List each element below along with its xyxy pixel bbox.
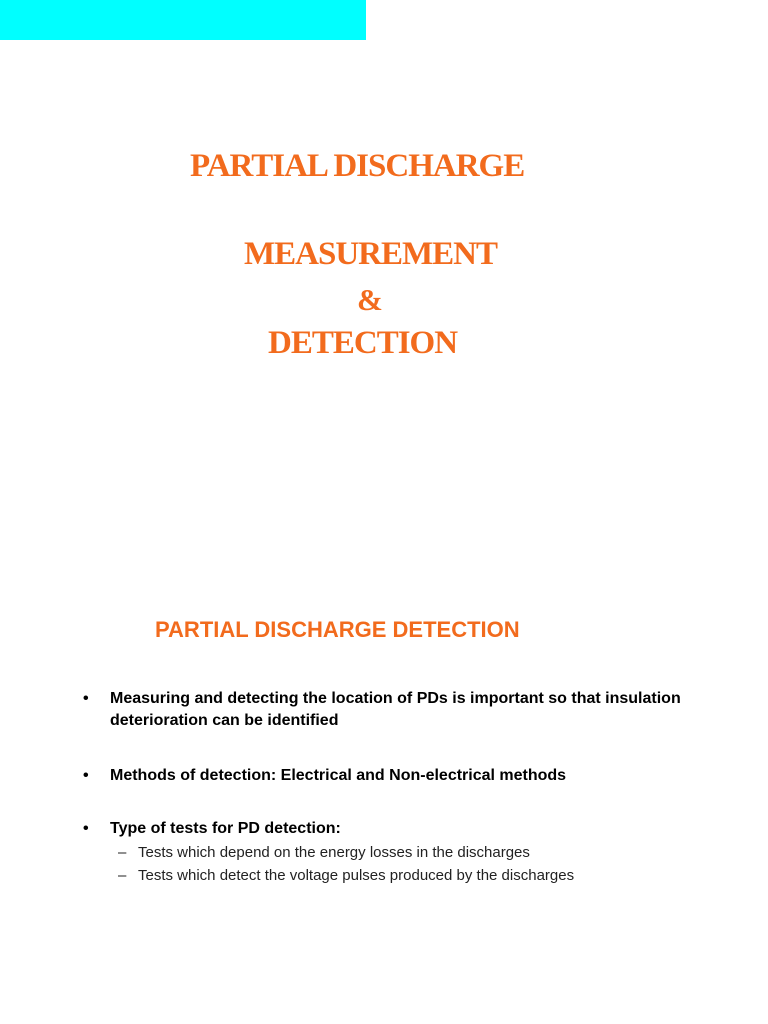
slide-title-line-2: MEASUREMENT <box>244 236 498 272</box>
title-highlight <box>0 0 366 40</box>
sub-bullet-text: Tests which detect the voltage pulses produced by the discharges <box>138 867 575 884</box>
bullet-item <box>83 765 683 787</box>
bullet-text: Measuring and detecting the location of PDs is important so that insulation deterioration can be identified <box>110 690 681 729</box>
slide-title-line-4: DETECTION <box>268 325 458 361</box>
sub-bullet-item <box>118 865 698 887</box>
bullet-text: Methods of detection: Electrical and Non-electrical methods <box>110 767 567 784</box>
bullet-item <box>83 688 683 732</box>
bullet-marker: • <box>83 690 89 707</box>
sub-bullet-marker: – <box>118 867 127 884</box>
bullet-marker: • <box>83 820 89 837</box>
bullet-marker: • <box>83 767 89 784</box>
slide-title-line-3: & <box>357 282 382 317</box>
section-heading: PARTIAL DISCHARGE DETECTION <box>155 617 520 642</box>
bullet-text: Type of tests for PD detection: <box>110 820 341 837</box>
sub-bullet-marker: – <box>118 844 127 861</box>
slide-title-line-1: PARTIAL DISCHARGE <box>190 148 525 184</box>
sub-bullet-item <box>118 842 698 864</box>
sub-bullet-text: Tests which depend on the energy losses in the discharges <box>138 844 530 861</box>
bullet-item <box>83 818 683 840</box>
